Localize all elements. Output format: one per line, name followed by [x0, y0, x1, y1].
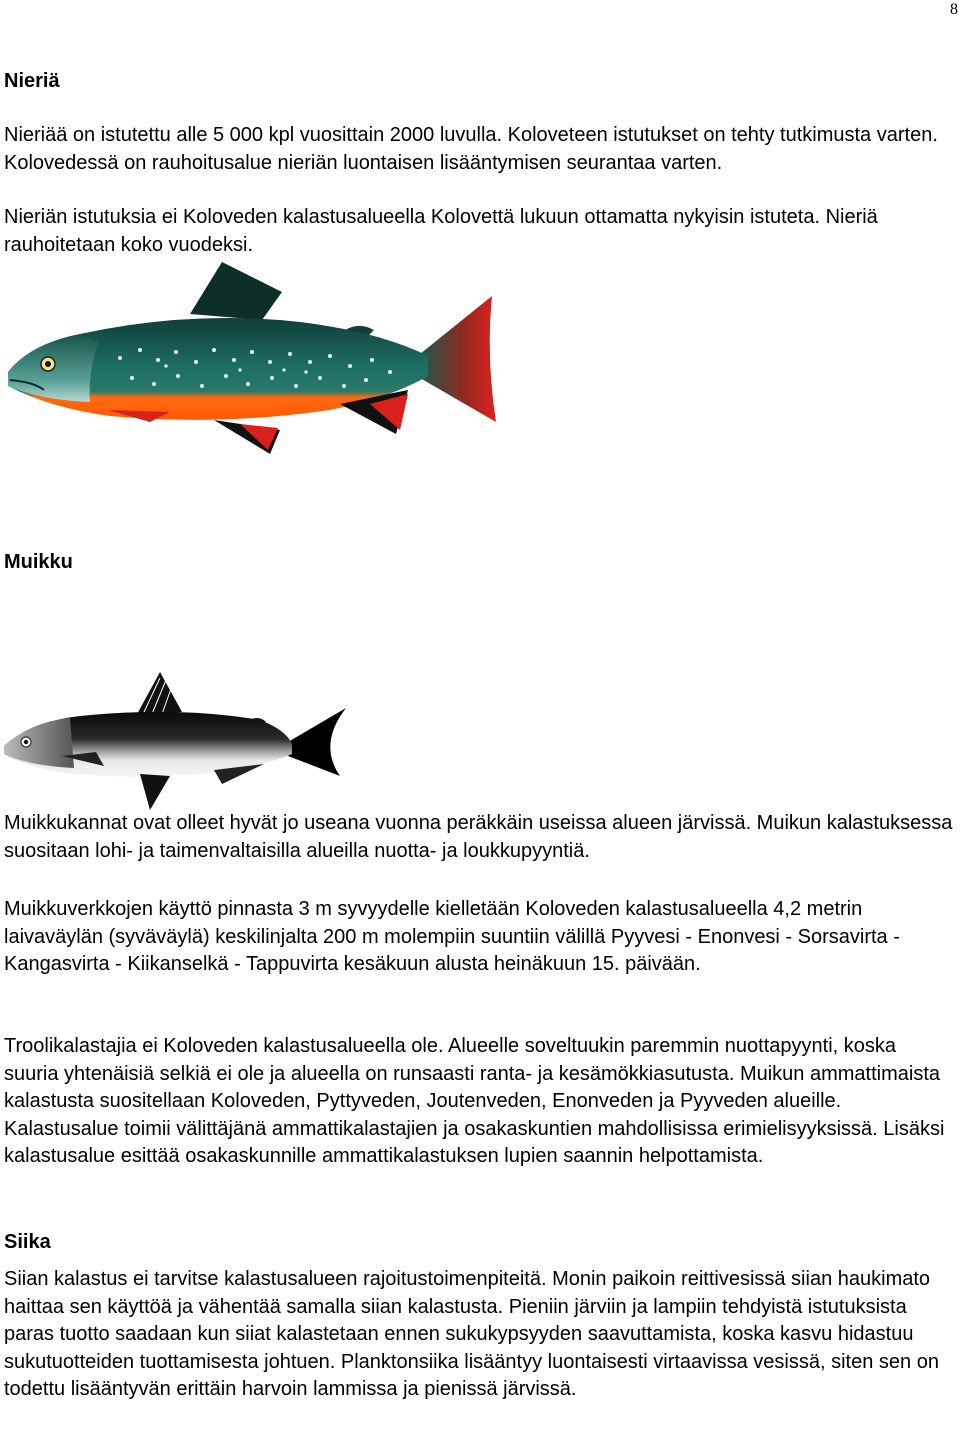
vendace-illustration: [0, 672, 350, 812]
siika-paragraph-1: Siian kalastus ei tarvitse kalastusalueen rajoitustoimenpiteitä. Monin paikoin reittivesissä siian haukimato haittaa sen käyttöä ja vähentää samalla siian kalastusta. Pieniin järviin ja lampiin tehdyistä istutuksista paras tuotto saadaan kun siiat kalastetaan ennen sukukypsyyden saavuttamista, koska kasvu hidastuu sukutuotteiden tuottamisesta johtuen. Planktonsiika lisääntyy luontaisesti virtaavissa vesissä, siten sen on todettu lisääntyvän erittäin harvoin lammissa ja pienissä järvissä.: [4, 1268, 939, 1400]
heading-nieria: Nieriä: [4, 70, 60, 92]
arctic-char-illustration: [0, 262, 500, 457]
vendace-tail-fin: [288, 708, 346, 776]
muikku-paragraph-1: Muikkukannat ovat olleet hyvät jo useana vuonna peräkkäin useissa alueen järvissä. Muikun kalastuksessa suositaan lohi- ja taimenvaltaisilla alueilla nuotta- ja loukkupyyntiä.: [4, 812, 953, 862]
muikku-paragraph-3: Troolikalastajia ei Koloveden kalastusalueella ole. Alueelle soveltuukin paremmin nuottapyynti, koska suuria yhtenäisiä selkiä ei ole ja alueella on runsaasti ranta- ja kesämökkiasutusta. Muikun ammattimaista kalastusta suositellaan Koloveden, Pyttyveden, Joutenveden, Enonveden ja Pyyveden alueille. Kalastusalue toimii välittäjänä ammattikalastajien ja osakaskuntien mahdollisissa erimielisyyksissä. Lisäksi kalastusalue esittää osakaskunnille ammattikalastuksen lupien saannin helpottamista.: [4, 1035, 945, 1167]
nieria-paragraph-2: Nieriän istutuksia ei Koloveden kalastusalueella Kolovettä lukuun ottamatta nykyisin istuteta. Nieriä rauhoitetaan koko vuodeksi.: [4, 206, 878, 256]
heading-muikku: Muikku: [4, 551, 73, 573]
muikku-paragraph-2: Muikkuverkkojen käyttö pinnasta 3 m syvyydelle kielletään Koloveden kalastusalueella 4,2 metrin laivaväylän (syväväylä) keskilinjalta 200 m molempiin suuntiin välillä Pyyvesi - Enonvesi - Sorsavirta - Kangasvirta - Kiikanselkä - Tappuvirta kesäkuun alusta heinäkuun 15. päivään.: [4, 898, 900, 975]
tail-fin: [420, 296, 496, 422]
nieria-paragraph-1: Nieriää on istutettu alle 5 000 kpl vuosittain 2000 luvulla. Koloveteen istutukset on tehty tutkimusta varten. Kolovedessä on rauhoitusalue nieriän luontaisen lisääntymisen seurantaa varten.: [4, 124, 938, 174]
dorsal-fin: [190, 262, 282, 320]
page-number: 8: [950, 1, 958, 18]
vendace-dorsal-fin: [136, 672, 182, 716]
heading-siika: Siika: [4, 1231, 51, 1253]
